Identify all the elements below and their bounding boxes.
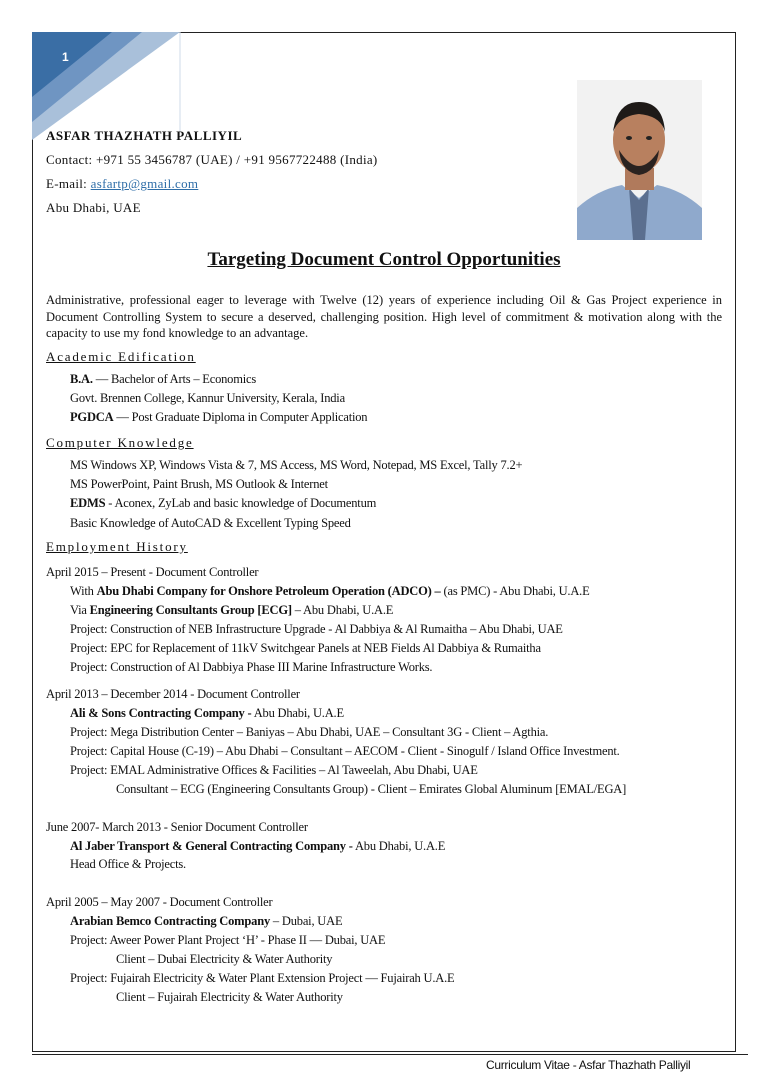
email-link[interactable]: asfartp@gmail.com — [90, 176, 199, 191]
job1-company-loc: Abu Dhabi, U.A.E — [499, 584, 590, 598]
computer-line-1: MS Windows XP, Windows Vista & 7, MS Access, MS Word, Notepad, MS Excel, Tally 7.2+ — [70, 458, 523, 472]
footer-divider — [32, 1054, 748, 1055]
job1-company — [70, 584, 590, 599]
employment-heading: Employment History — [46, 539, 188, 554]
edms-line — [70, 496, 376, 511]
job4-project-1: Project: Aweer Power Plant Project ‘H’ - Phase II — Dubai, UAE — [70, 933, 386, 947]
job1-company-suffix: (as PMC) - — [440, 584, 500, 598]
job2-project-2: Project: Capital House (C-19) – Abu Dhabi – Consultant – AECOM - Client - Sinogulf / Island Office Investment. — [70, 744, 620, 758]
page-number: 1 — [62, 50, 69, 64]
job3-company — [70, 839, 445, 854]
job4-project-2: Project: Fujairah Electricity & Water Plant Extension Project — Fujairah U.A.E — [70, 971, 455, 985]
job3-period: June 2007- March 2013 - Senior Document Controller — [46, 820, 308, 834]
job1-project-2: Project: EPC for Replacement of 11kV Switchgear Panels at NEB Fields Al Dabbiya & Rumaitha — [70, 641, 541, 655]
academic-heading: Academic Edification — [46, 349, 196, 364]
job3-company-name: Al Jaber Transport & General Contracting Company - — [70, 839, 353, 853]
computer-line-4: Basic Knowledge of AutoCAD & Excellent Typing Speed — [70, 516, 351, 530]
job4-period: April 2005 – May 2007 - Document Controller — [46, 895, 273, 909]
job3-line: Head Office & Projects. — [70, 857, 186, 871]
pgdca-text: — Post Graduate Diploma in Computer Application — [113, 410, 368, 424]
document-title: Targeting Document Control Opportunities — [207, 249, 561, 270]
pgdca-label: PGDCA — [70, 410, 114, 424]
job1-via-prefix: Via — [70, 603, 90, 617]
computer-heading: Computer Knowledge — [46, 435, 194, 450]
job2-period: April 2013 – December 2014 - Document Controller — [46, 687, 300, 701]
contact-numbers: Contact: +971 55 3456787 (UAE) / +91 9567722488 (India) — [46, 152, 378, 167]
job2-company-loc: Abu Dhabi, U.A.E — [251, 706, 344, 720]
job1-with-prefix: With — [70, 584, 97, 598]
edms-label: EDMS — [70, 496, 106, 510]
job1-period: April 2015 – Present - Document Controller — [46, 565, 259, 579]
job1-project-1: Project: Construction of NEB Infrastructure Upgrade - Al Dabbiya & Al Rumaitha – Abu Dhabi, UAE — [70, 622, 563, 636]
summary-line-1: Administrative, professional eager to leverage with Twelve (12) years of experience including Oil & Gas Project — [46, 293, 647, 307]
computer-line-2: MS PowerPoint, Paint Brush, MS Outlook & Internet — [70, 477, 328, 491]
job2-project-3-consultant: Consultant – ECG (Engineering Consultants Group) - Client – Emirates Global Aluminum [EMAL/EGA] — [116, 782, 627, 796]
job4-company-loc: – Dubai, UAE — [270, 914, 343, 928]
summary-paragraph — [46, 292, 722, 342]
job4-company-name: Arabian Bemco Contracting Company — [70, 914, 270, 928]
job4-project-2-client: Client – Fujairah Electricity & Water Authority — [116, 990, 343, 1004]
location: Abu Dhabi, UAE — [46, 200, 141, 215]
email-line — [46, 176, 198, 192]
footer-text: Curriculum Vitae - Asfar Thazhath Palliyil — [486, 1058, 691, 1072]
job1-via-loc: – Abu Dhabi, U.A.E — [291, 603, 394, 617]
candidate-name: ASFAR THAZHATH PALLIYIL — [46, 128, 243, 143]
ba-label: B.A. — [70, 372, 93, 386]
job1-company-name: Abu Dhabi Company for Onshore Petroleum Operation (ADCO) – — [96, 584, 441, 598]
edms-text: - Aconex, ZyLab and basic knowledge of Documentum — [105, 496, 377, 510]
corner-decoration — [32, 32, 182, 142]
profile-photo — [577, 80, 702, 240]
summary-line-2: experience in Document Controlling System to secure a deserved, challenging position. High level of commitment — [46, 293, 723, 324]
job4-project-1-client: Client – Dubai Electricity & Water Authority — [116, 952, 333, 966]
job1-project-3: Project: Construction of Al Dabbiya Phase III Marine Infrastructure Works. — [70, 660, 433, 674]
email-label: E-mail: — [46, 176, 91, 191]
summary-line-3: & motivation along with the capacity to use my fond knowledge to an advantage. — [46, 309, 722, 340]
job1-via-company: Engineering Consultants Group [ECG] — [89, 603, 292, 617]
job2-project-1: Project: Mega Distribution Center – Baniyas – Abu Dhabi, UAE – Consultant 3G - Client – Agthia. — [70, 725, 549, 739]
job3-company-loc: Abu Dhabi, U.A.E — [352, 839, 446, 853]
job4-company — [70, 914, 342, 929]
college: Govt. Brennen College, Kannur University, Kerala, India — [70, 391, 345, 405]
ba-text: — Bachelor of Arts – Economics — [92, 372, 257, 386]
job2-company-name: Ali & Sons Contracting Company - — [70, 706, 252, 720]
ba-degree — [70, 372, 256, 387]
job1-via — [70, 603, 393, 618]
job2-project-3: Project: EMAL Administrative Offices & Facilities – Al Taweelah, Abu Dhabi, UAE — [70, 763, 478, 777]
pgdca-degree — [70, 410, 367, 425]
job2-company — [70, 706, 344, 721]
